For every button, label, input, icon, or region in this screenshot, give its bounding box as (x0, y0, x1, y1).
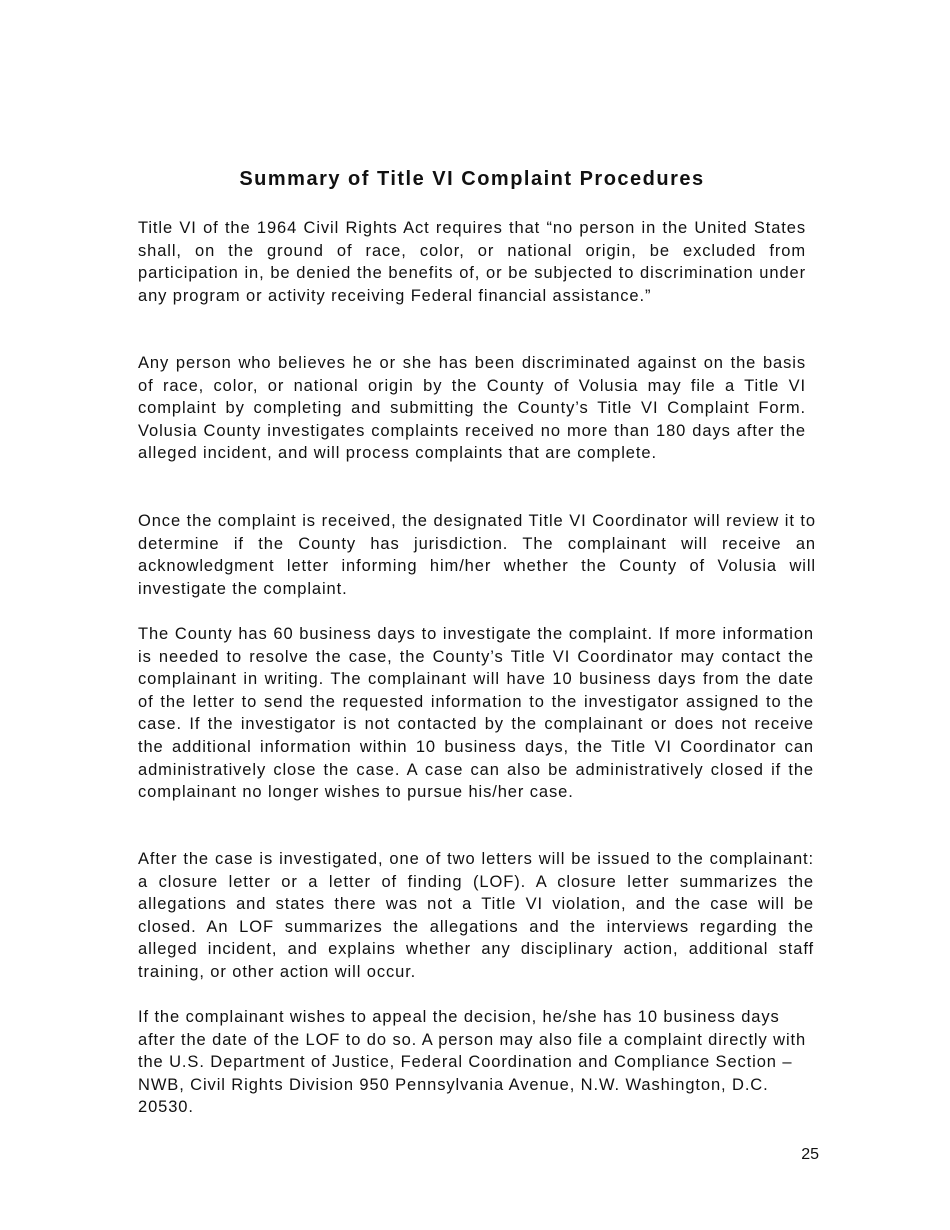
paragraph-title-vi-requirement: Title VI of the 1964 Civil Rights Act requires that “no person in the United States shall, on the ground of race, color, or national origin, be excluded from participation in, be denied the benefits of, or be subjected to discrimination under any program or activity receiving Federal financial assistance.” (138, 219, 806, 305)
paragraph-complaint-review: Once the complaint is received, the designated Title VI Coordinator will review it to determine if the County has jurisdiction. The complainant will receive an acknowledgment letter informing him/her whether the County of Volusia will investigate the complaint. (138, 512, 816, 598)
paragraph-investigation: The County has 60 business days to investigate the complaint. If more information is needed to resolve the case, the County’s Title VI Coordinator may contact the complainant in writing. The complainant will have 10 business days from the date of the letter to send the requested information to the investigator assigned to the case. If the investigator is not contacted by the complainant or does not receive the additional information within 10 business days, the Title VI Coordinator can administratively close the case. A case can also be administratively closed if the complainant no longer wishes to pursue his/her case. (138, 625, 814, 802)
page-number: 25 (801, 1146, 819, 1163)
paragraph-appeal: If the complainant wishes to appeal the decision, he/she has 10 business days after the date of the LOF to do so. A person may also file a complaint directly with the U.S. Department of Justice, Federal Coordination and Compliance Section – NWB, Civil Rights Division 950 Pennsylvania Avenue, N.W. Washington, D.C. 20530. (138, 1008, 807, 1117)
paragraph-filing-complaint: Any person who believes he or she has been discriminated against on the basis of race, color, or national origin by the County of Volusia may file a Title VI complaint by completing and submitting the County’s Title VI Complaint Form. Volusia County investigates complaints received no more than 180 days after the alleged incident, and will process complaints that are complete. (138, 354, 806, 463)
page-title: Summary of Title VI Complaint Procedures (239, 168, 705, 190)
paragraph-letters-issued: After the case is investigated, one of two letters will be issued to the complainant: a closure letter or a letter of finding (LOF). A closure letter summarizes the allegations and states there was not a Title VI violation, and the case will be closed. An LOF summarizes the allegations and the interviews regarding the alleged incident, and explains whether any disciplinary action, additional staff training, or other action will occur. (138, 850, 814, 981)
